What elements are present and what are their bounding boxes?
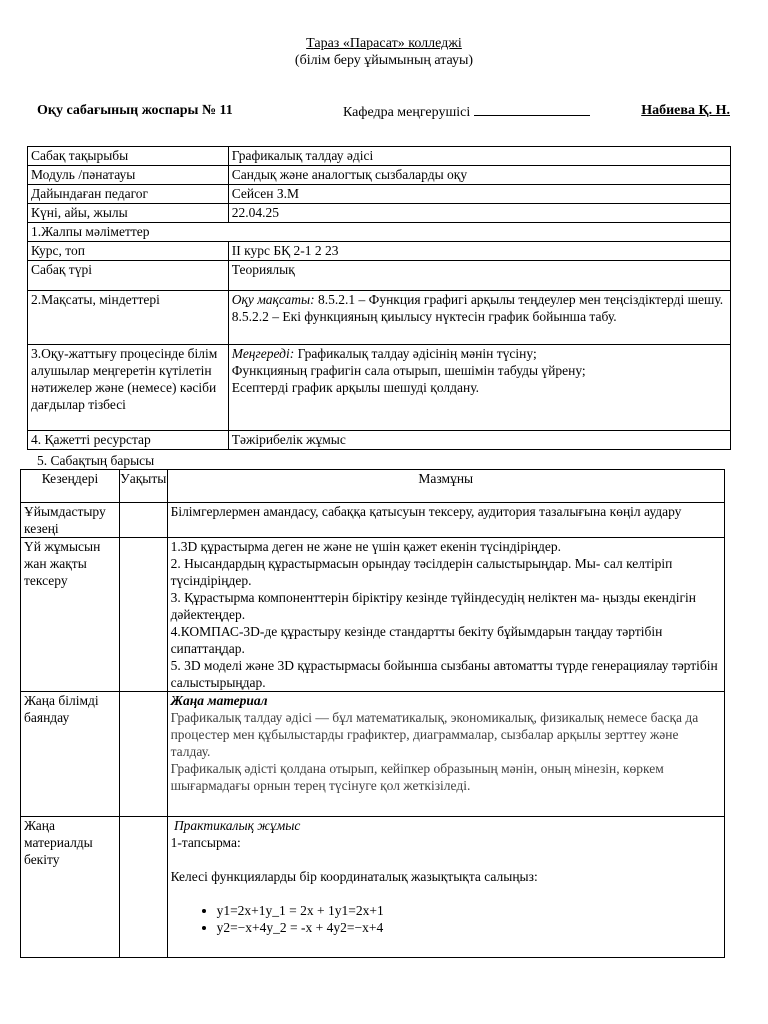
goal-label: Оқу мақсаты: [231,292,315,307]
content-cell [167,817,724,958]
table-row [21,817,725,958]
signature-line [474,103,590,116]
new-material-paragraph: Графикалық талдау әдісі — бұл математикалық, экономикалық, физикалық немесе басқа да процестер мен құбылыстарды графиктер, диаграммалар, сызбалар арқылы зерттеу және талдау. [170,710,699,759]
function-list [171,902,721,936]
homework-question: 5. 3D моделі және 3D құрастырмасы бойынша сызбаны автоматты түрде генерациялау тәртібін салыстырыңдар. [170,658,718,690]
homework-question: 1.3D құрастырма деген не және не үшін қажет екенін түсіндіріңдер. [170,539,562,554]
goal-line: 8.5.2.1 – Функция графигі арқылы теңдеулер мен теңсіздіктерді шешу. [314,292,724,307]
info-value [228,291,730,345]
homework-question: 2. Нысандардың құрастырмасын орындау тәсілдерін салыстырыңдар. Мы- сал келтіріп түсіндіріңдер. [170,556,673,588]
task-instruction: Келесі функцияларды бір координаталық жазықтықта салыңыз: [170,869,538,884]
info-key: Күні, айы, жылы [28,204,229,223]
table-row [28,431,731,450]
table-row [28,261,731,291]
stage-cell: Жаңа материалды бекіту [21,817,120,958]
college-name: Тараз «Парасат» колледжі [306,36,462,51]
department-head-label: Кафедра меңгерушісі [343,103,590,121]
new-material-paragraph: Графикалық әдісті қолдана отырып, кейіпкер образының мәнін, оның мінезін, көркем шығармадағы орнын терең түсінуге қол жеткізіледі. [170,761,664,793]
organization-note: (білім беру ұйымының атауы) [294,53,474,68]
table-row [21,538,725,692]
info-section-heading: 1.Жалпы мәліметтер [28,223,731,242]
section-heading: 5. Сабақтың барысы [37,453,155,468]
lesson-flow-table [20,469,725,958]
time-cell [119,538,167,692]
info-key: Курс, топ [28,242,229,261]
task-label: 1-тапсырма: [170,835,241,850]
list-item: • y2=−x+4y_2 = -x + 4y2=−x+4 [217,919,721,936]
outcome-line: Есептерді график арқылы шешуді қолдану. [231,380,479,395]
table-row [28,291,731,345]
table-row [28,147,731,166]
table-row [28,185,731,204]
stage-cell: Ұйымдастыру кезеңі [21,503,120,538]
goal-line: 8.5.2.2 – Екі функцияның қиылысу нүктесін график бойынша табу. [231,309,617,324]
content-cell [167,538,724,692]
table-row [28,345,731,431]
info-value [228,345,730,431]
outcome-line: Функцияның графигін сала отырып, шешімін табуды үйрену; [231,363,586,378]
outcome-line: Графикалық талдау әдісінің мәнін түсіну; [294,346,537,361]
info-key: Сабақ түрі [28,261,229,291]
content-cell [167,692,724,817]
table-header-row [21,470,725,503]
time-cell [119,503,167,538]
info-value: Тәжірибелік жұмыс [228,431,730,450]
time-cell [119,692,167,817]
info-value: Сейсен З.М [228,185,730,204]
info-value: II курс БҚ 2-1 2 23 [228,242,730,261]
table-row [28,204,731,223]
info-key: 3.Оқу-жаттығу процесінде білім алушылар меңгеретін күтілетін нәтижелер және (немесе) кәсіби дағдылар тізбесі [28,345,229,431]
time-cell [119,817,167,958]
outcome-label: Меңгереді: [231,346,295,361]
info-key: 4. Қажетті ресурстар [28,431,229,450]
homework-question: 3. Құрастырма компоненттерін біріктіру кезінде түйіндесудің неліктен ма- ңызды екендігін дәйектеңдер. [170,590,697,622]
info-value: Теориялық [228,261,730,291]
practice-heading: Практикалық жұмыс [170,818,301,833]
info-value: 22.04.25 [228,204,730,223]
table-row [21,503,725,538]
lesson-info-table [27,146,731,450]
content-cell: Білімгерлермен амандасу, сабаққа қатысуын тексеру, аудитория тазалығына көңіл аудару [167,503,724,538]
info-value: Сандық және аналогтық сызбаларды оқу [228,166,730,185]
stage-cell: Үй жұмысын жан жақты тексеру [21,538,120,692]
column-header-time: Уақыты [119,470,167,503]
info-key: Дайындаған педагог [28,185,229,204]
homework-question: 4.КОМПАС-3D-де құрастыру кезінде стандартты бекіту бұйымдарын таңдау тәртібін сипаттаңдар. [170,624,663,656]
list-item: • y1=2x+1y_1 = 2x + 1y1=2x+1 [217,902,721,919]
info-key: Сабақ тақырыбы [28,147,229,166]
table-row [28,166,731,185]
column-header-content: Мазмұны [167,470,724,503]
stage-cell: Жаңа білімді баяндау [21,692,120,817]
new-material-heading: Жаңа материал [170,693,268,708]
table-row [28,242,731,261]
info-key: 2.Мақсаты, міндеттері [28,291,229,345]
info-value: Графикалық талдау әдісі [228,147,730,166]
info-key: Модуль /пәнатауы [28,166,229,185]
column-header-stage: Кезеңдері [21,470,120,503]
department-head-name: Набиева Қ. Н. [641,103,730,118]
plan-title: Оқу сабағының жоспары № 11 [37,103,233,118]
table-row [28,223,731,242]
table-row [21,692,725,817]
